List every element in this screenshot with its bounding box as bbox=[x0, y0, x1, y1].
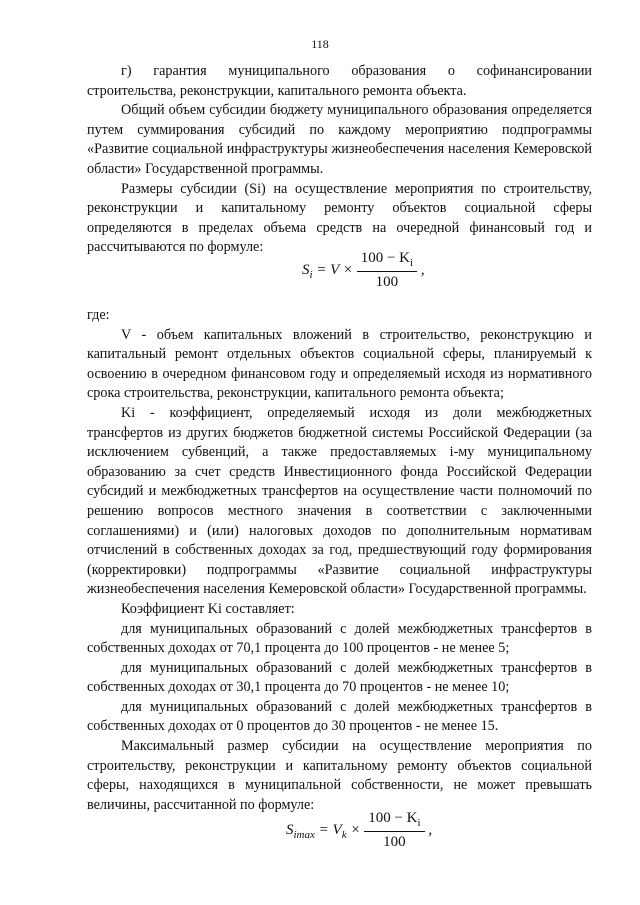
paragraph-guarantee: г) гарантия муниципального образования о софинансировании строительства, реконструкции, капитального ремонта объекта. bbox=[87, 63, 592, 99]
formula1-numerator-sub: i bbox=[410, 257, 414, 269]
paragraph-max-subsidy: Максимальный размер субсидии на осуществление мероприятия по строительству, реконструкции и капитальному ремонту объектов социальной сферы, находящихся в муниципальной собственности, не может превышать величины, рассчитанной по формуле: bbox=[87, 738, 592, 813]
formula1-eq: = V × bbox=[316, 261, 353, 278]
formula2-times: × bbox=[350, 821, 361, 838]
paragraph-ki-10: для муниципальных образований с долей межбюджетных трансфертов в собственных доходах от 30,1 процента до 70 процентов - не менее 10; bbox=[87, 659, 592, 696]
text-block-mid bbox=[87, 306, 592, 815]
formula2-numerator: 100 − K bbox=[368, 810, 418, 826]
formula2-lhs-sub: imax bbox=[293, 828, 315, 841]
paragraph-ki-values: Коэффициент Ki составляет: bbox=[121, 600, 295, 617]
paragraph-ki-5: для муниципальных образований с долей межбюджетных трансфертов в собственных доходах от 70,1 процента до 100 процентов - не менее 5; bbox=[87, 620, 592, 657]
formula2-tail: , bbox=[428, 821, 433, 838]
formula1-fraction bbox=[357, 250, 417, 291]
formula1-numerator: 100 − K bbox=[360, 250, 410, 266]
formula2-denominator: 100 bbox=[383, 834, 406, 850]
where-label: где: bbox=[87, 307, 110, 323]
paragraph-ki-15: для муниципальных образований с долей межбюджетных трансфертов в собственных доходах от 0 процентов до 30 процентов - не менее 15. bbox=[87, 698, 592, 735]
formula2-eq-sub: k bbox=[341, 828, 347, 841]
formula1-lhs: S bbox=[302, 261, 310, 278]
paragraph-subsidy-size: Размеры субсидии (Si) на осуществление мероприятия по строительству, реконструкции и капитальному ремонту объектов социальной сферы определяются в пределах объема средств на очередной финансовый год и рассчитываются по формуле: bbox=[87, 180, 592, 256]
formula2-fraction bbox=[364, 810, 424, 851]
formula2-lhs: S bbox=[286, 821, 294, 838]
page-number: 118 bbox=[311, 37, 329, 51]
paragraph-v-definition: V - объем капитальных вложений в строительство, реконструкцию и капитальный ремонт отдельных объектов социальной сферы, планируемый к освоению в очередном финансовом году и определяемый исходя из нормативного срока строительства, реконструкции, капитального ремонта объекта; bbox=[87, 326, 592, 402]
formula2-eq: = V bbox=[318, 821, 342, 838]
formula1-lhs-sub: i bbox=[309, 268, 313, 281]
formula1-tail: , bbox=[420, 261, 425, 278]
paragraph-ki-definition: Ki - коэффициент, определяемый исходя из доли межбюджетных трансфертов из других бюджетов бюджетной системы Российской Федерации (за исключением субвенций, а также предоставляемых i-му муниципальному образованию за счет средств Инвестиционного фонда Российской Федерации субсидий и межбюджетных трансфертов на осуществление части полномочий по решению вопросов местного значения в соответствии с заключенными соглашениями) и (или) налоговых доходов по дополнительным нормативам отчислений в собственных доходах за год, предшествующий году формирования (корректировки) подпрограммы «Развитие социальной инфраструктуры жизнеобеспечения населения Кемеровской области» Государственной программы. bbox=[87, 404, 592, 598]
formula1-denominator: 100 bbox=[375, 274, 399, 290]
text-block-top bbox=[87, 62, 592, 258]
formula2-numerator-sub: i bbox=[417, 817, 421, 829]
paragraph-total-subsidy: Общий объем субсидии бюджету муниципального образования определяется путем суммирования субсидий по каждому мероприятию подпрограммы «Развитие социальной инфраструктуры жизнеобеспечения населения Кемеровской области» Государственной программы. bbox=[87, 102, 592, 177]
